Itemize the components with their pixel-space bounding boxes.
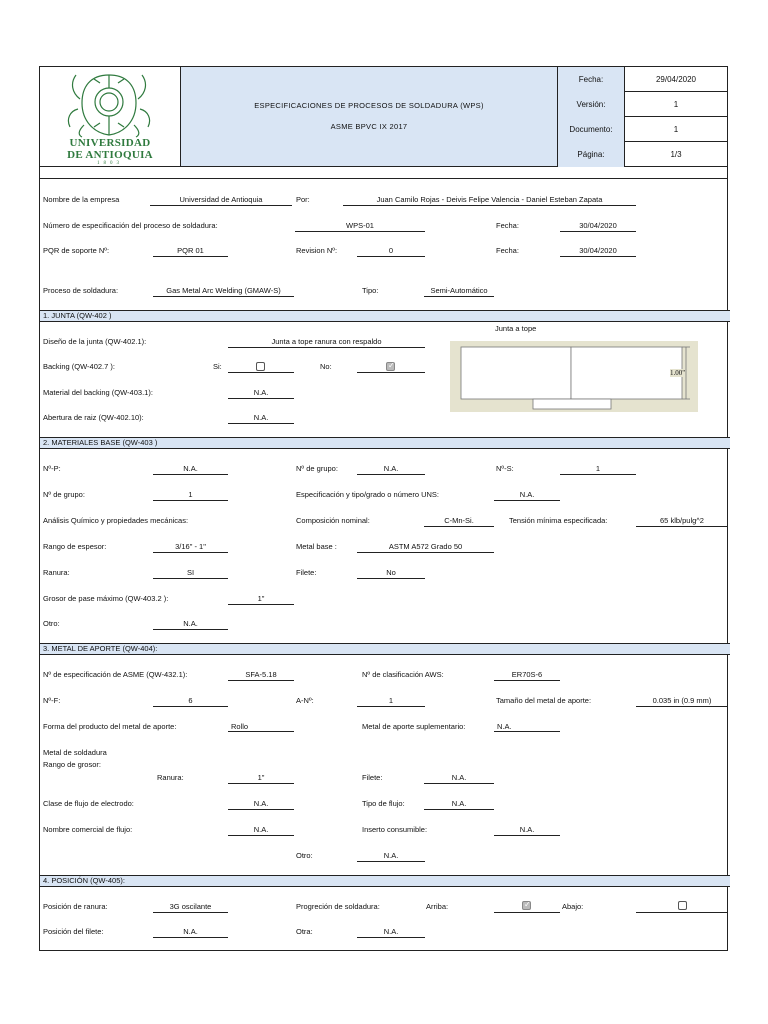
- empresa-field[interactable]: Universidad de Antioquia: [150, 194, 292, 206]
- fecha1-field[interactable]: 30/04/2020: [560, 220, 636, 232]
- si-label: Si:: [213, 362, 222, 371]
- tension-field[interactable]: 65 klb/pulg^2: [636, 515, 728, 527]
- tipo-flujo-label: Tipo de flujo:: [362, 799, 405, 808]
- grupo1-field[interactable]: N.A.: [357, 463, 425, 475]
- otro-base-field[interactable]: N.A.: [153, 618, 228, 630]
- an-field[interactable]: 1: [357, 695, 425, 707]
- fecha2-label: Fecha:: [496, 246, 519, 255]
- forma-field[interactable]: Rollo: [228, 721, 294, 732]
- no-underline: [357, 372, 425, 373]
- clase-flujo-label: Clase de flujo de electrodo:: [43, 799, 134, 808]
- fecha2-field[interactable]: 30/04/2020: [560, 245, 636, 257]
- meta-row-documento: [558, 117, 727, 142]
- metal-base-field[interactable]: ASTM A572 Grado 50: [357, 541, 494, 553]
- por-field[interactable]: Juan Camilo Rojas - Deivis Felipe Valencia - Daniel Esteban Zapata: [343, 194, 636, 206]
- especificacion-label: Especificación y tipo/grado o número UNS:: [296, 490, 439, 499]
- nf-field[interactable]: 6: [153, 695, 228, 707]
- meta-value: 1: [673, 125, 679, 134]
- diseno-field[interactable]: Junta a tope ranura con respaldo: [228, 336, 425, 348]
- np-label: Nº-P:: [43, 464, 61, 473]
- tipo-field[interactable]: Semi-Automático: [424, 285, 494, 297]
- meta-key: Página:: [558, 142, 625, 167]
- material-backing-label: Material del backing (QW-403.1):: [43, 388, 153, 397]
- section-aporte-header: 3. METAL DE APORTE (QW-404):: [40, 643, 730, 655]
- numero-field[interactable]: WPS-01: [295, 220, 425, 232]
- otro-aporte-label: Otro:: [296, 851, 313, 860]
- metal-base-label: Metal base :: [296, 542, 337, 551]
- logo-year: 1803: [97, 161, 123, 166]
- ranura-field[interactable]: SI: [153, 567, 228, 579]
- abajo-underline: [636, 912, 728, 913]
- arriba-label: Arriba:: [426, 902, 449, 911]
- ranura-aporte-label: Ranura:: [157, 773, 184, 782]
- document-subtitle: ASME BPVC IX 2017: [330, 122, 408, 131]
- posicion-ranura-field[interactable]: 3G oscilante: [153, 901, 228, 913]
- diseno-label: Diseño de la junta (QW-402.1):: [43, 337, 147, 346]
- otro-aporte-field[interactable]: N.A.: [357, 850, 425, 862]
- grupo2-field[interactable]: 1: [153, 489, 228, 501]
- joint-diagram: [450, 341, 698, 412]
- nombre-flujo-field[interactable]: N.A.: [228, 824, 294, 836]
- meta-key: Fecha:: [558, 67, 625, 92]
- section-base-header: 2. MATERIALES BASE (QW-403 ): [40, 437, 730, 449]
- abertura-field[interactable]: N.A.: [228, 412, 294, 424]
- nf-label: Nº-F:: [43, 696, 61, 705]
- filete-aporte-label: Filete:: [362, 773, 383, 782]
- empresa-label: Nombre de la empresa: [43, 195, 120, 204]
- abajo-checkbox[interactable]: [678, 901, 687, 910]
- asme-label: Nº de especificación de ASME (QW-432.1):: [43, 670, 188, 679]
- grosor-pase-label: Grosor de pase máximo (QW-403.2 ):: [43, 594, 169, 603]
- rango-espesor-label: Rango de espesor:: [43, 542, 107, 551]
- grupo2-label: Nº de grupo:: [43, 490, 85, 499]
- np-field[interactable]: N.A.: [153, 463, 228, 475]
- progresion-label: Progreción de soldadura:: [296, 902, 380, 911]
- meta-key: Versión:: [558, 92, 625, 117]
- inserto-label: Inserto consumible:: [362, 825, 428, 834]
- suplementario-field[interactable]: N.A.: [494, 721, 560, 732]
- revision-label: Revision Nº:: [296, 246, 338, 255]
- revision-field[interactable]: 0: [357, 245, 425, 257]
- arriba-checkbox[interactable]: [522, 901, 531, 910]
- meta-value: 1: [673, 100, 679, 109]
- numero-label: Número de especificación del proceso de soldadura:: [43, 221, 218, 230]
- ns-label: Nº-S:: [496, 464, 514, 473]
- tipo-label: Tipo:: [362, 286, 379, 295]
- filete-label: Filete:: [296, 568, 317, 577]
- tamano-label: Tamaño del metal de aporte:: [496, 696, 592, 705]
- abajo-label: Abajo:: [562, 902, 584, 911]
- si-underline: [228, 372, 294, 373]
- otro-base-label: Otro:: [43, 619, 60, 628]
- especificacion-field[interactable]: N.A.: [494, 489, 560, 501]
- posicion-filete-field[interactable]: N.A.: [153, 926, 228, 938]
- filete-aporte-field[interactable]: N.A.: [424, 772, 494, 784]
- abertura-label: Abertura de raiz (QW-402.10):: [43, 413, 144, 422]
- divider: [40, 178, 727, 179]
- composicion-label: Composición nominal:: [296, 516, 370, 525]
- backing-label: Backing (QW-402.7 ):: [43, 362, 115, 371]
- logo-name-2: DE ANTIOQUIA: [67, 149, 153, 161]
- ranura-label: Ranura:: [43, 568, 70, 577]
- aws-label: Nº de clasificación AWS:: [362, 670, 444, 679]
- filete-field[interactable]: No: [357, 567, 425, 579]
- inserto-field[interactable]: N.A.: [494, 824, 560, 836]
- rango-grosor-label: Rango de grosor:: [43, 760, 101, 769]
- arriba-underline: [494, 912, 560, 913]
- no-checkbox[interactable]: [386, 362, 395, 371]
- meta-table: [558, 67, 727, 167]
- meta-row-version: [558, 92, 727, 117]
- ranura-aporte-field[interactable]: 1": [228, 772, 294, 784]
- an-label: A-Nº:: [296, 696, 314, 705]
- posicion-ranura-label: Posición de ranura:: [43, 902, 108, 911]
- suplementario-label: Metal de aporte suplementario:: [362, 722, 466, 731]
- por-label: Por:: [296, 195, 310, 204]
- logo-box: [40, 67, 180, 167]
- tipo-flujo-field[interactable]: N.A.: [424, 798, 494, 810]
- metal-soldadura-label: Metal de soldadura: [43, 748, 107, 757]
- joint-image-title: Junta a tope: [495, 324, 537, 333]
- meta-row-pagina: [558, 142, 727, 167]
- proceso-label: Proceso de soldadura:: [43, 286, 119, 295]
- posicion-filete-label: Posición del filete:: [43, 927, 104, 936]
- logo-name: UNIVERSIDAD: [69, 137, 151, 149]
- meta-value: 1/3: [670, 150, 682, 159]
- university-seal-icon: [64, 69, 154, 139]
- otra-field[interactable]: N.A.: [357, 926, 425, 938]
- grosor-pase-field[interactable]: 1": [228, 593, 294, 605]
- section-posicion-header: 4. POSICIÓN (QW-405):: [40, 875, 730, 887]
- no-label: No:: [320, 362, 332, 371]
- section-junta-header: 1. JUNTA (QW-402 ): [40, 310, 730, 322]
- joint-dimension: 1.00": [670, 369, 686, 377]
- forma-label: Forma del producto del metal de aporte:: [43, 722, 177, 731]
- otra-label: Otra:: [296, 927, 313, 936]
- asme-field[interactable]: SFA-5.18: [228, 669, 294, 681]
- meta-key: Documento:: [558, 117, 625, 142]
- tension-label: Tensión mínima especificada:: [509, 516, 608, 525]
- clase-flujo-field[interactable]: N.A.: [228, 798, 294, 810]
- grupo1-label: Nº de grupo:: [296, 464, 338, 473]
- fecha1-label: Fecha:: [496, 221, 519, 230]
- nombre-flujo-label: Nombre comercial de flujo:: [43, 825, 133, 834]
- pqr-label: PQR de soporte Nº:: [43, 246, 110, 255]
- rango-espesor-field[interactable]: 3/16" - 1": [153, 541, 228, 553]
- material-backing-field[interactable]: N.A.: [228, 387, 294, 399]
- analisis-label: Análisis Químico y propiedades mecánicas:: [43, 516, 189, 525]
- composicion-field[interactable]: C-Mn-Si.: [424, 515, 494, 527]
- si-checkbox[interactable]: [256, 362, 265, 371]
- document-title: ESPECIFICACIONES DE PROCESOS DE SOLDADURA (WPS): [254, 101, 484, 110]
- pqr-field[interactable]: PQR 01: [153, 245, 228, 257]
- meta-value: 29/04/2020: [655, 75, 697, 84]
- meta-row-fecha: [558, 67, 727, 92]
- header-title-box: [180, 67, 558, 167]
- butt-joint-drawing: [450, 341, 698, 412]
- proceso-field[interactable]: Gas Metal Arc Welding (GMAW-S): [153, 285, 294, 297]
- tamano-field[interactable]: 0.035 in (0.9 mm): [636, 695, 728, 707]
- ns-field[interactable]: 1: [560, 463, 636, 475]
- aws-field[interactable]: ER70S-6: [494, 669, 560, 681]
